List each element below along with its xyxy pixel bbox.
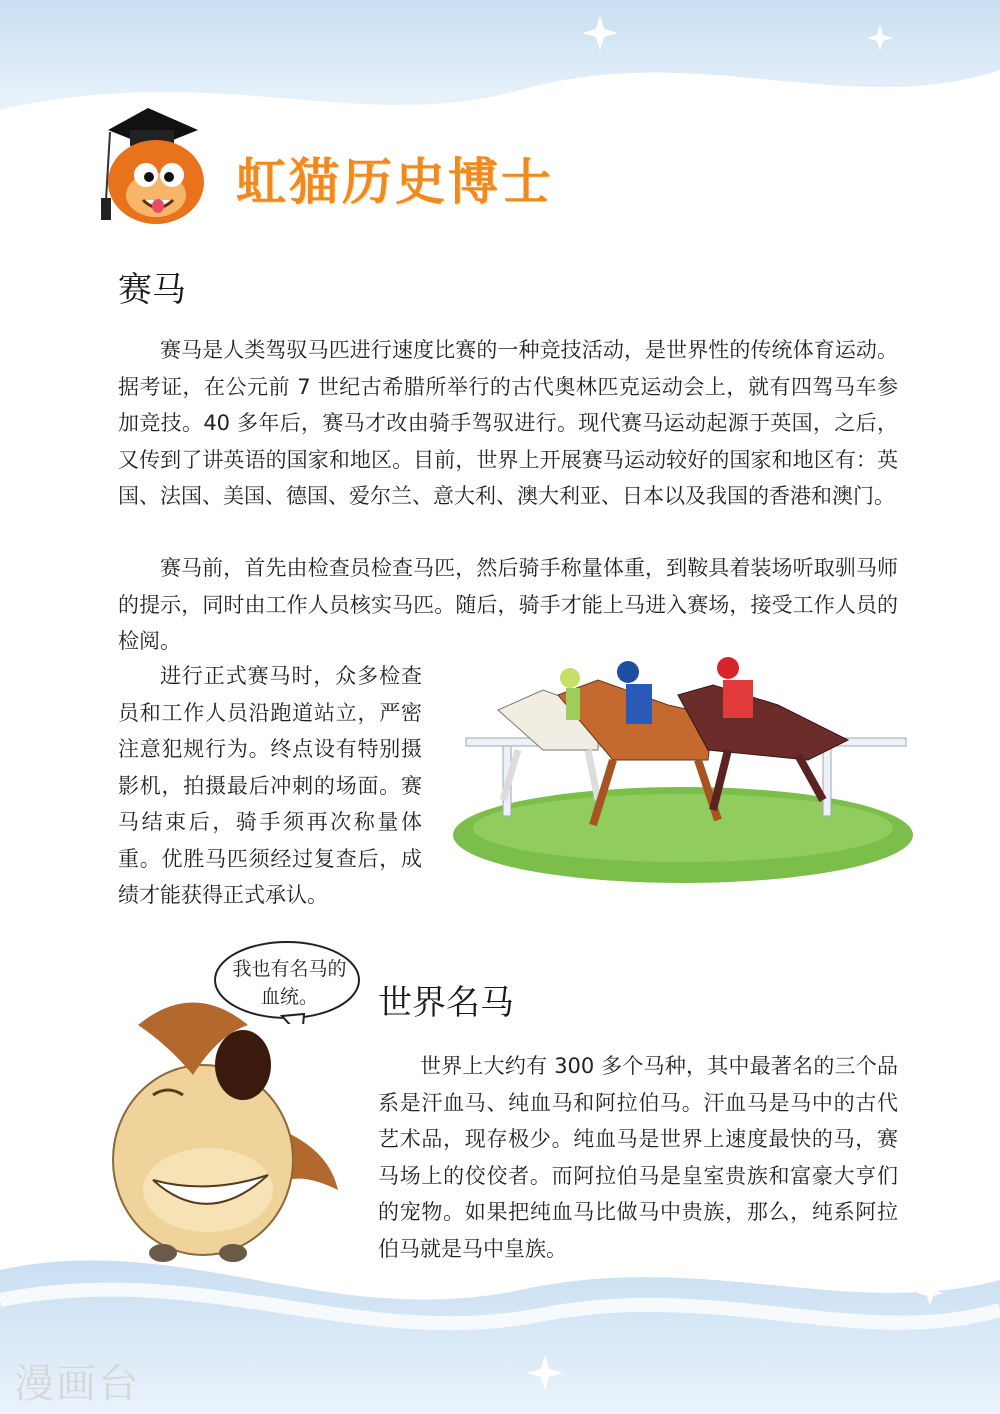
speech-bubble-text: 我也有名马的血统。 <box>232 958 347 1008</box>
page-title: 虹猫历史博士 <box>236 153 554 211</box>
paragraph-preparation: 赛马前，首先由检查员检查马匹，然后骑手称量体重，到鞍具着装场听取驯马师的提示，同时由工作人员核实马匹。随后，骑手才能上马进入赛场，接受工作人员的检阅。 <box>118 556 898 653</box>
watermark: 漫画台 <box>14 1361 140 1407</box>
paragraph-famous-horses: 世界上大约有 300 多个马种，其中最著名的三个品系是汗血马、纯血马和阿拉伯马。汗血马是马中的古代艺术品，现存极少。纯血马是世界上速度最快的马，赛马场上的佼佼者。而阿拉伯马是皇室贵族和富豪大亨们的宠物。如果把纯血马比做马中贵族，那么，纯系阿拉伯马就是马中皇族。 <box>378 1054 898 1261</box>
section-heading-famous-horses: 世界名马 <box>378 983 514 1023</box>
section-heading-horse-racing: 赛马 <box>118 270 186 310</box>
cat-scholar-mascot-icon <box>88 90 218 240</box>
paragraph-race-rules: 进行正式赛马时，众多检查员和工作人员沿跑道站立，严密注意犯规行为。终点设有特别摄影机，拍摄最后冲刺的场面。赛马结束后，骑手须再次称量体重。优胜马匹须经过复查后，成绩才能获得正式承认。 <box>118 664 422 907</box>
cartoon-horse-mascot-icon <box>98 985 348 1265</box>
paragraph-intro: 赛马是人类驾驭马匹进行速度比赛的一种竞技活动，是世界性的传统体育运动。据考证，在公元前 7 世纪古希腊所举行的古代奥林匹克运动会上，就有四驾马车参加竞技。40 多年后，赛马才改由骑手驾驭进行。现代赛马运动起源于英国，之后，又传到了讲英语的国家和地区。目前，世界上开展赛马运动较好的国家和地区有：英国、法国、美国、德国、爱尔兰、意大利、澳大利亚、日本以及我国的香港和澳门。 <box>118 338 898 508</box>
horse-race-illustration-icon <box>448 650 918 885</box>
